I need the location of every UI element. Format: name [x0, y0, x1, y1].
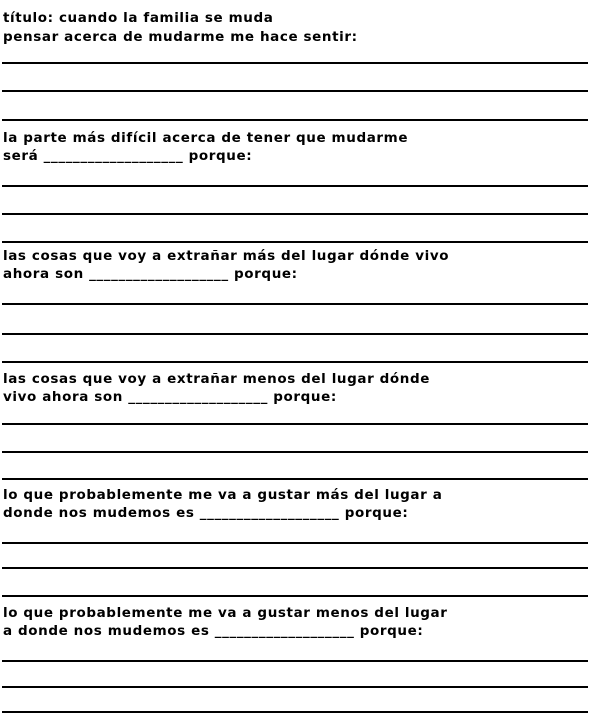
answer-line[interactable]	[2, 451, 588, 453]
answer-line[interactable]	[2, 478, 588, 480]
answer-line[interactable]	[2, 303, 588, 305]
prompt-6-line-1: lo que probablemente me va a gustar menos del lugar	[3, 605, 448, 621]
answer-line[interactable]	[2, 185, 588, 187]
worksheet-title: título: cuando la familia se muda	[3, 10, 274, 26]
prompt-2-line-1: la parte más difícil acerca de tener que mudarme	[3, 130, 409, 146]
prompt-5-line-1: lo que probablemente me va a gustar más del lugar a	[3, 487, 443, 503]
answer-line[interactable]	[2, 90, 588, 92]
prompt-4-line-1: las cosas que voy a extrañar menos del lugar dónde	[3, 371, 431, 387]
answer-line[interactable]	[2, 361, 588, 363]
answer-line[interactable]	[2, 333, 588, 335]
prompt-4-line-2: vivo ahora son ___________________ porque:	[3, 389, 337, 405]
answer-line[interactable]	[2, 711, 588, 713]
answer-line[interactable]	[2, 595, 588, 597]
answer-line[interactable]	[2, 119, 588, 121]
prompt-6-line-2: a donde nos mudemos es ___________________ porque:	[3, 623, 424, 639]
answer-line[interactable]	[2, 62, 588, 64]
prompt-2-line-2: será ___________________ porque:	[3, 148, 253, 164]
prompt-1-line-1: pensar acerca de mudarme me hace sentir:	[3, 29, 358, 45]
answer-line[interactable]	[2, 686, 588, 688]
prompt-5-line-2: donde nos mudemos es ___________________ porque:	[3, 505, 409, 521]
answer-line[interactable]	[2, 213, 588, 215]
answer-line[interactable]	[2, 423, 588, 425]
prompt-3-line-1: las cosas que voy a extrañar más del lugar dónde vivo	[3, 248, 450, 264]
prompt-3-line-2: ahora son ___________________ porque:	[3, 266, 298, 282]
answer-line[interactable]	[2, 542, 588, 544]
answer-line[interactable]	[2, 567, 588, 569]
answer-line[interactable]	[2, 660, 588, 662]
answer-line[interactable]	[2, 241, 588, 243]
